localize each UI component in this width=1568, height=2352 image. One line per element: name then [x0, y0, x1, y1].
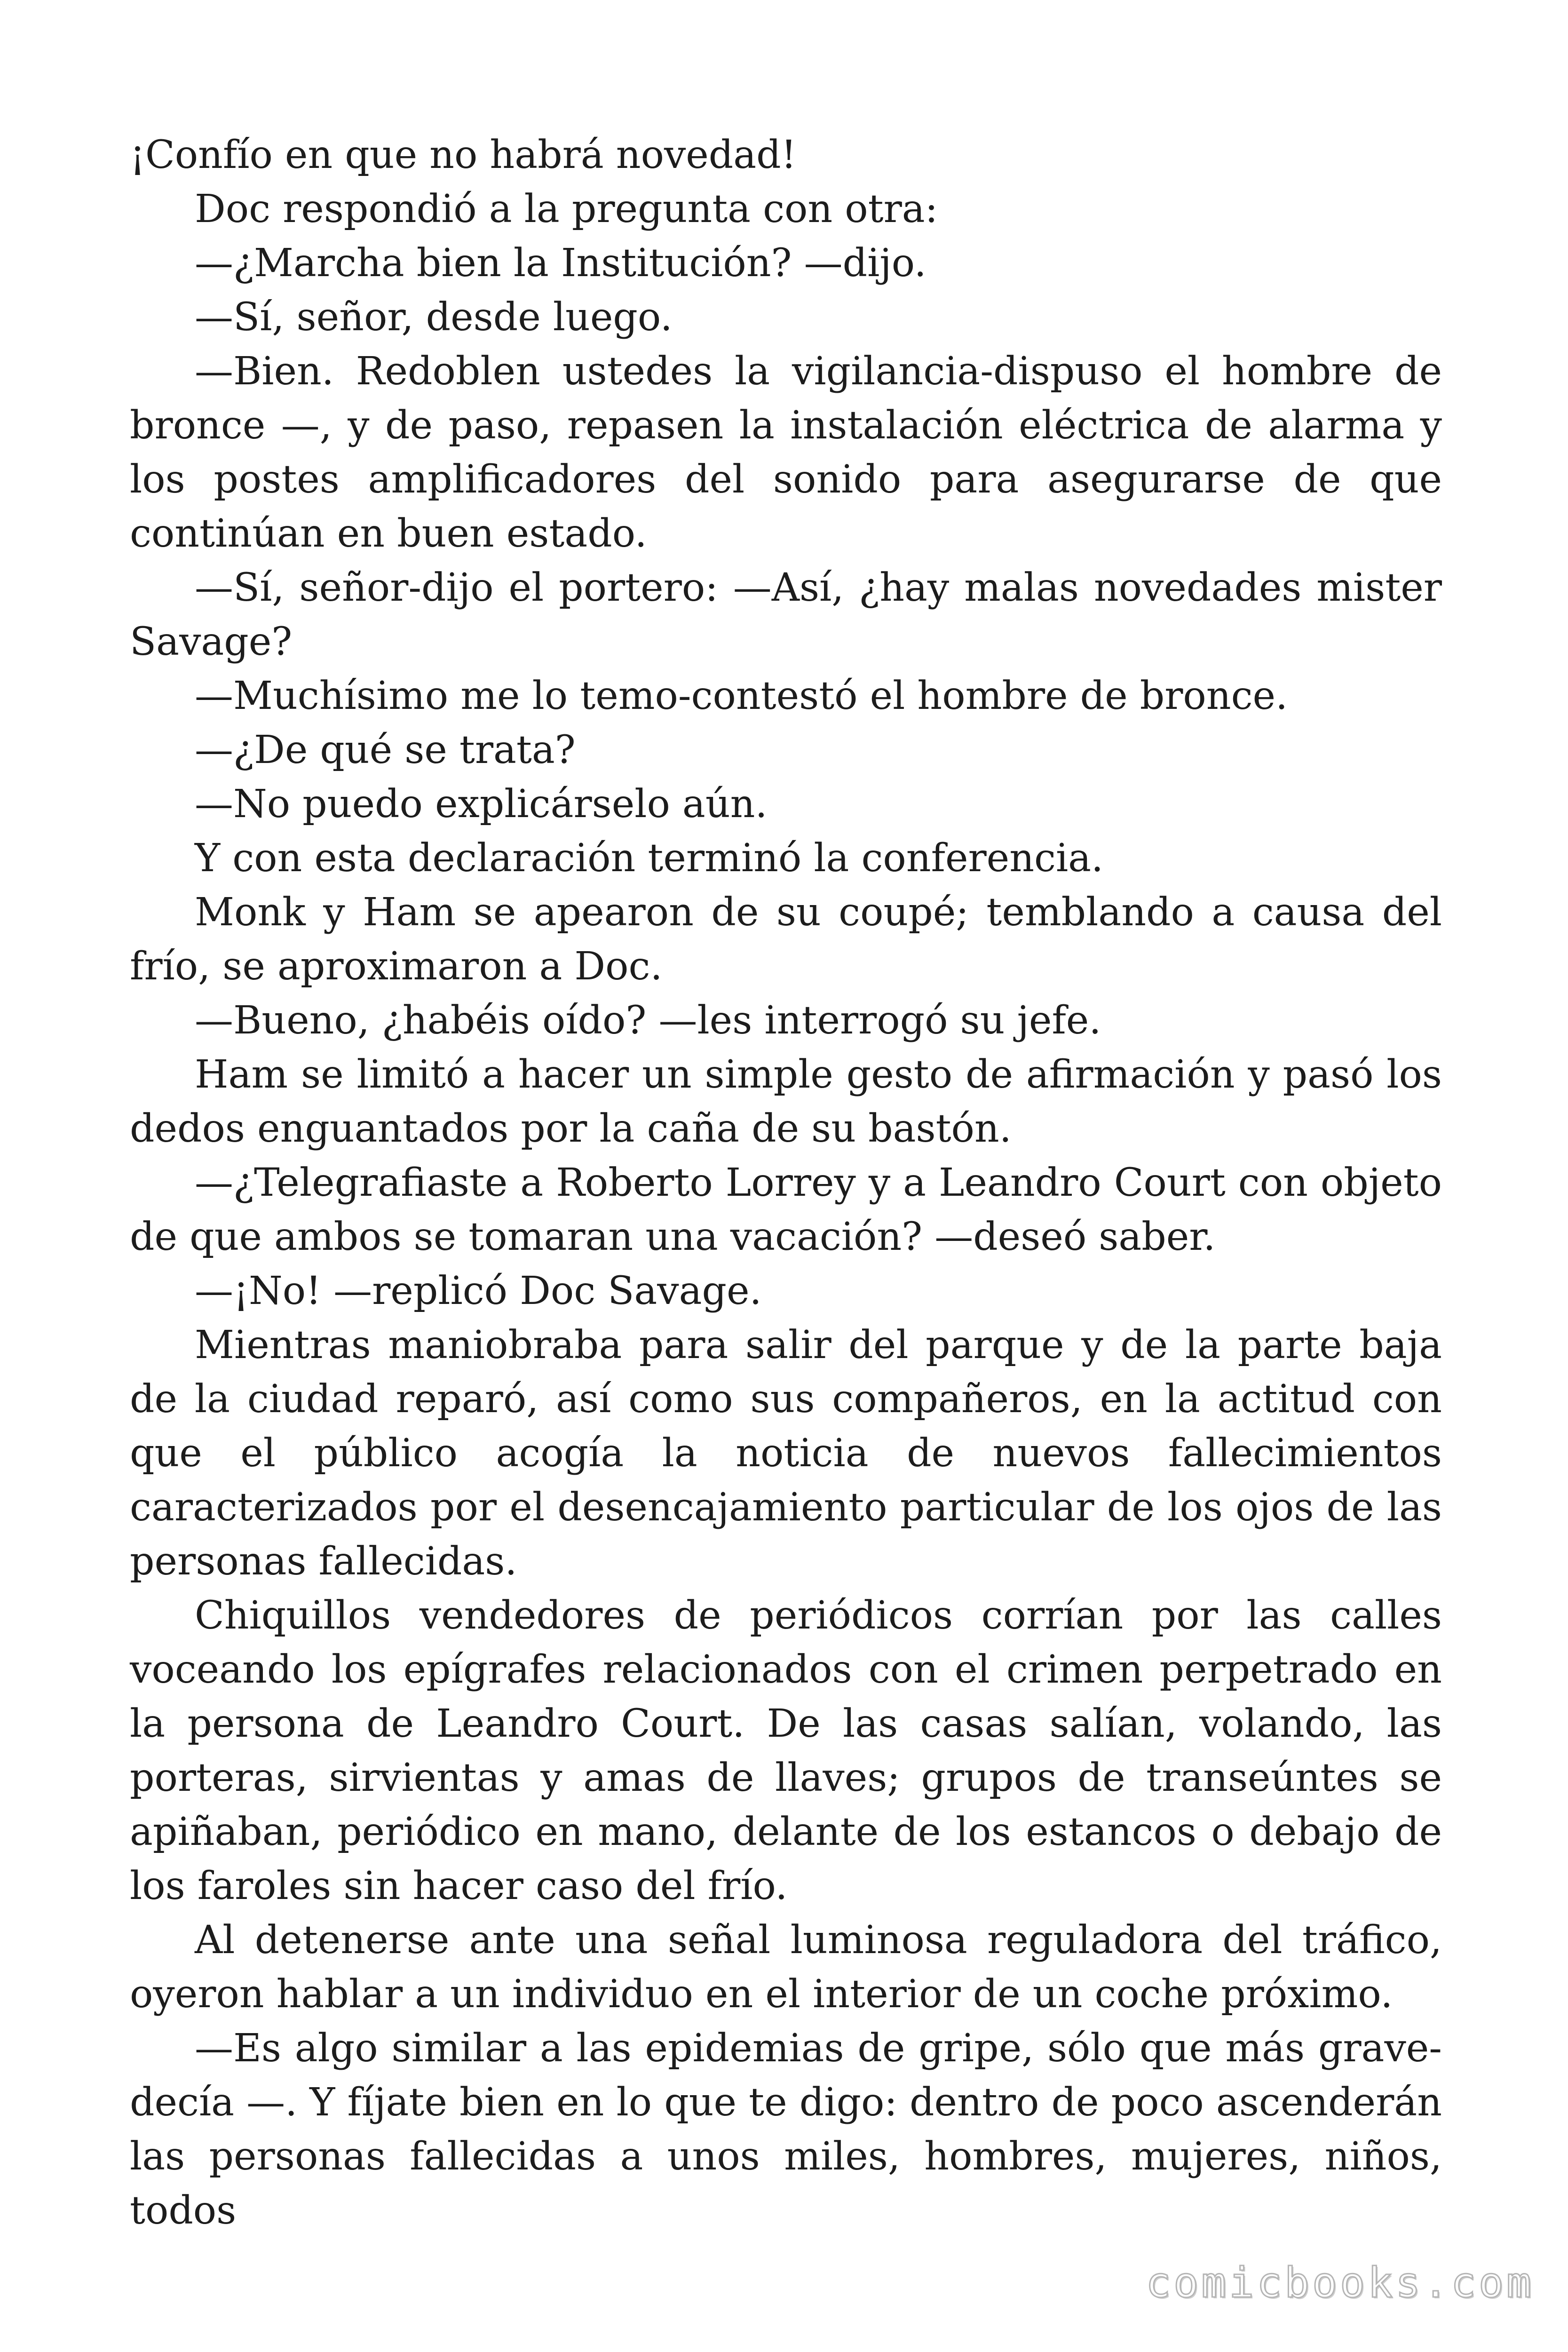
paragraph: Y con esta declaración terminó la conferencia.	[195, 836, 1104, 881]
paragraph: —Sí, señor-dijo el portero: —Así, ¿hay malas novedades mister Savage?	[130, 565, 1442, 664]
paragraph: Chiquillos vendedores de periódicos corrían por las calles voceando los epígrafes relacionados con el crimen perpetrado en la persona de Leandro Court. De las casas salían, volando, las porteras, sirvientas y amas de llaves; grupos de transeúntes se apiñaban, periódico en mano, delante de los estancos o debajo de los faroles sin hacer caso del frío.	[130, 1593, 1442, 1908]
paragraph: ¡Confío en que no habrá novedad!	[130, 133, 797, 177]
paragraph: Monk y Ham se apearon de su coupé; temblando a causa del frío, se aproximaron a Doc.	[130, 890, 1442, 989]
paragraph: —Bien. Redoblen ustedes la vigilancia-dispuso el hombre de bronce —, y de paso, repasen la instalación eléctrica de alarma y los postes amplificadores del sonido para asegurarse de que continúan en buen estado.	[130, 349, 1442, 556]
paragraph: —Sí, señor, desde luego.	[195, 295, 673, 340]
paragraph: —No puedo explicárselo aún.	[195, 782, 768, 826]
paragraph: —Bueno, ¿habéis oído? —les interrogó su jefe.	[195, 998, 1101, 1043]
paragraph: —Es algo similar a las epidemias de gripe, sólo que más grave-decía —. Y fíjate bien en lo que te digo: dentro de poco ascenderán las personas fallecidas a unos miles, hombres, mujeres, niños, todos	[130, 2026, 1442, 2233]
paragraph: Doc respondió a la pregunta con otra:	[195, 187, 938, 231]
paragraph: —¿Marcha bien la Institución? —dijo.	[195, 241, 927, 286]
paragraph: Ham se limitó a hacer un simple gesto de afirmación y pasó los dedos enguantados por la caña de su bastón.	[130, 1052, 1442, 1151]
paragraph: —¿De qué se trata?	[195, 728, 576, 772]
paragraph: —¿Telegrafiaste a Roberto Lorrey y a Leandro Court con objeto de que ambos se tomaran una vacación? —deseó saber.	[130, 1160, 1442, 1259]
book-page-text	[130, 128, 1442, 2238]
paragraph: —¡No! —replicó Doc Savage.	[195, 1269, 762, 1313]
paragraph: —Muchísimo me lo temo-contestó el hombre de bronce.	[195, 674, 1288, 718]
paragraph: Mientras maniobraba para salir del parque y de la parte baja de la ciudad reparó, así como sus compañeros, en la actitud con que el público acogía la noticia de nuevos fallecimientos caracterizados por el desencajamiento particular de los ojos de las personas fallecidas.	[130, 1323, 1442, 1584]
watermark: comicbooks.com	[1146, 2258, 1534, 2307]
paragraph: Al detenerse ante una señal luminosa reguladora del tráfico, oyeron hablar a un individuo en el interior de un coche próximo.	[130, 1918, 1442, 2017]
